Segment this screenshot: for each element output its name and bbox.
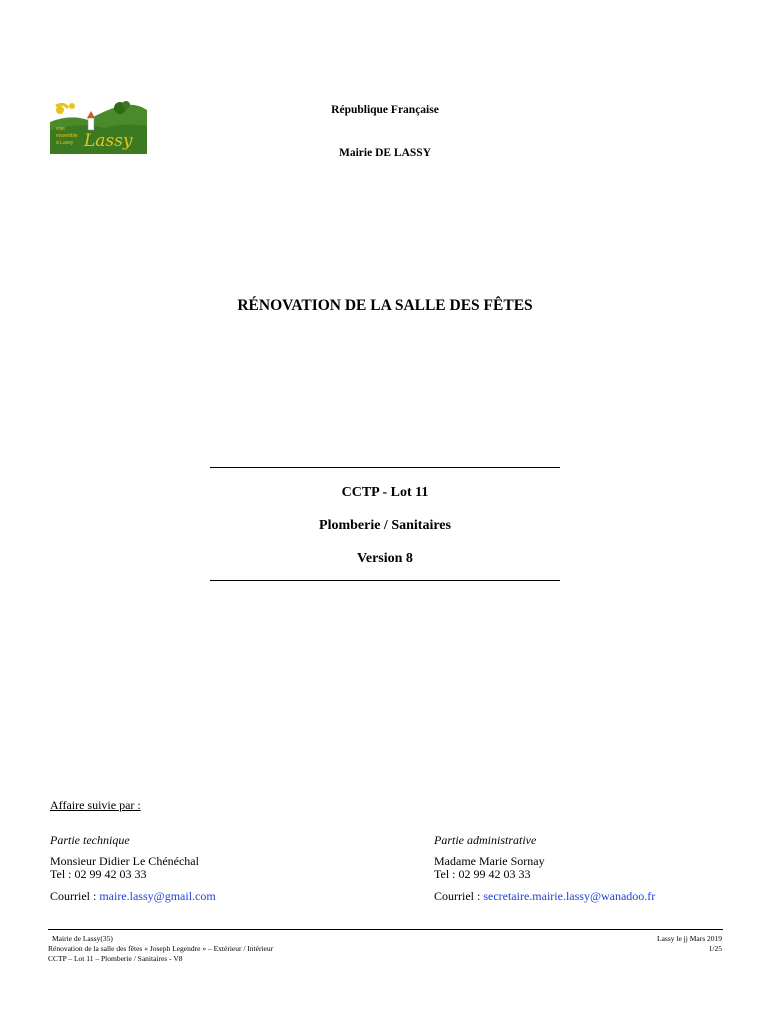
document-title: RÉNOVATION DE LA SALLE DES FÊTES xyxy=(237,297,533,314)
svg-text:Lassy: Lassy xyxy=(84,131,133,151)
footer-mairie: Mairie de Lassy(35) xyxy=(52,934,113,943)
administrative-email-link[interactable]: secretaire.mairie.lassy@wanadoo.fr xyxy=(483,889,656,903)
courriel-label: Courriel : xyxy=(50,889,97,903)
svg-text:vive: vive xyxy=(56,126,65,132)
technique-courriel xyxy=(50,889,216,904)
administrative-name: Madame Marie Sornay xyxy=(434,854,545,868)
footer-lot: CCTP – Lot 11 – Plomberie / Sanitaires - V8 xyxy=(48,954,183,963)
republic-heading: République Française xyxy=(331,104,439,116)
footer-divider xyxy=(48,929,723,930)
footer-date: Lassy le jj Mars 2019 xyxy=(657,934,722,943)
technique-label: Partie technique xyxy=(50,833,130,847)
cctp-lot: CCTP - Lot 11 xyxy=(341,485,429,500)
svg-text:à Lassy: à Lassy xyxy=(56,140,74,146)
footer-page-number: 1/25 xyxy=(708,944,722,953)
svg-text:ensemble: ensemble xyxy=(56,133,78,139)
mairie-heading: Mairie DE LASSY xyxy=(339,147,431,159)
courriel-label: Courriel : xyxy=(434,889,481,903)
technique-email-link[interactable]: maire.lassy@gmail.com xyxy=(99,889,216,903)
technique-name: Monsieur Didier Le Chénéchal xyxy=(50,854,199,868)
version-label: Version 8 xyxy=(357,551,413,566)
administrative-label: Partie administrative xyxy=(434,833,537,847)
lot-name: Plomberie / Sanitaires xyxy=(319,518,451,533)
footer-project: Rénovation de la salle des fêtes « Joseph Legendre » – Extérieur / Intérieur xyxy=(48,944,274,953)
administrative-courriel xyxy=(434,889,655,904)
technique-tel: Tel : 02 99 42 03 33 xyxy=(50,867,147,881)
divider-top xyxy=(210,467,560,468)
divider-bottom xyxy=(210,580,560,581)
affaire-heading: Affaire suivie par : xyxy=(50,798,141,812)
administrative-tel: Tel : 02 99 42 03 33 xyxy=(434,867,531,881)
